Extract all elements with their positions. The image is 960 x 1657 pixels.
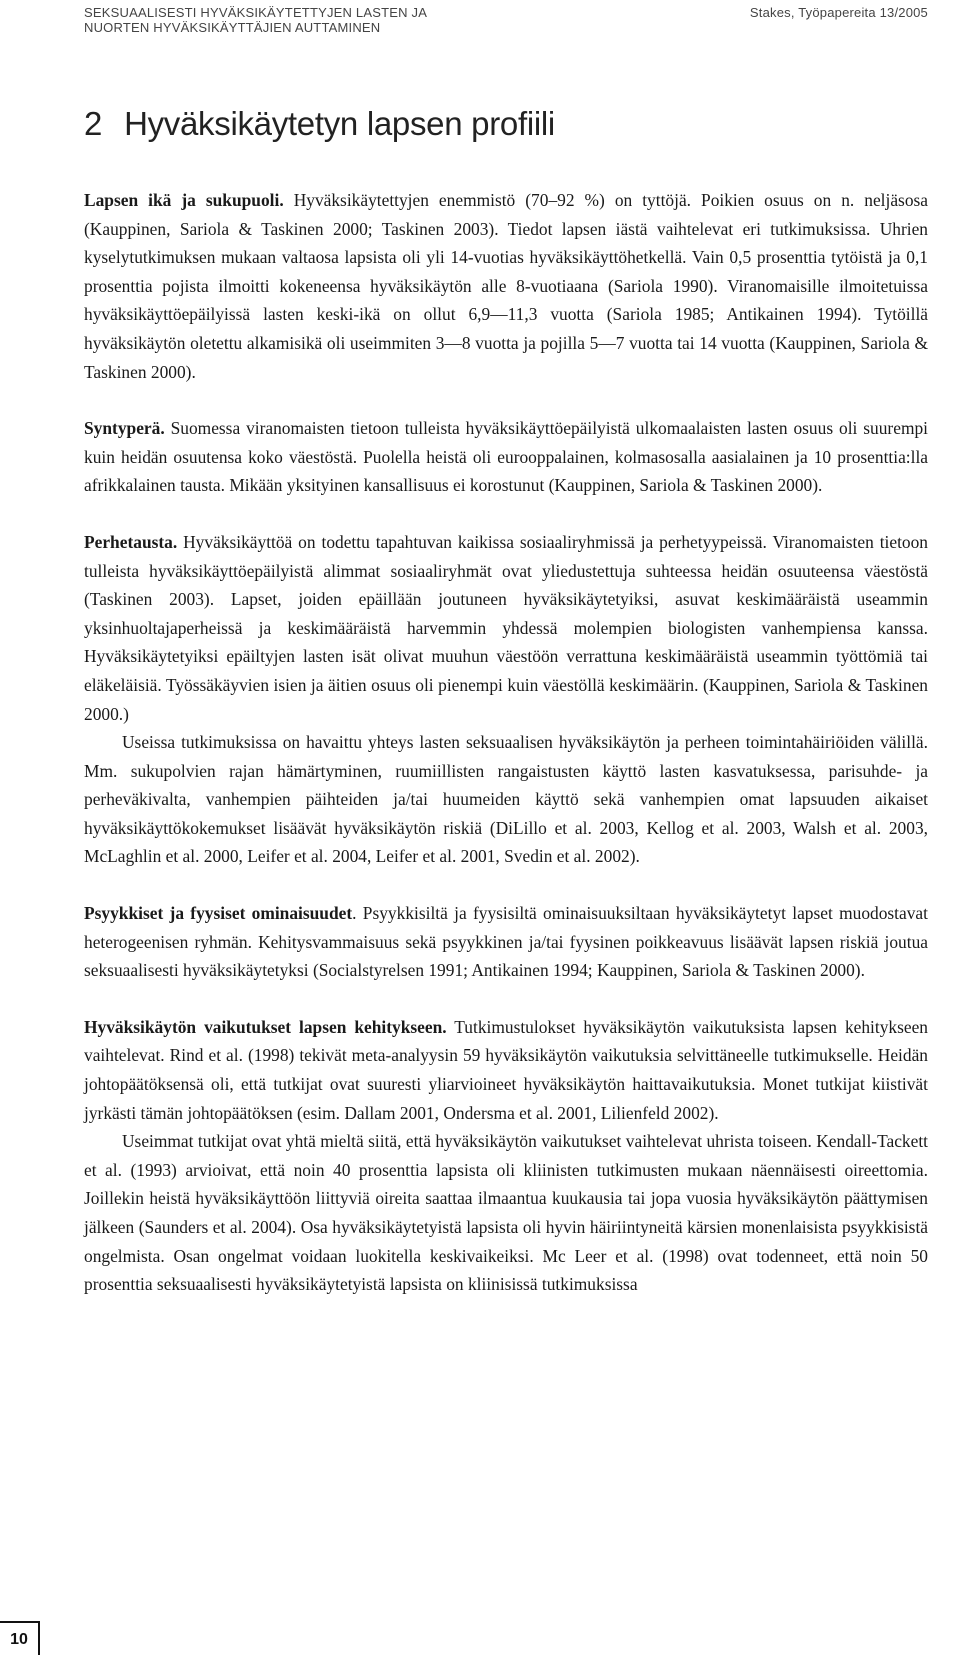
running-header-left-line-2: NUORTEN HYVÄKSIKÄYTTÄJIEN AUTTAMINEN <box>84 20 381 35</box>
paragraph-origin <box>84 414 928 500</box>
running-header-left-line-1: SEKSUAALISESTI HYVÄKSIKÄYTETTYJEN LASTEN JA <box>84 5 428 20</box>
paragraph-family-background <box>84 528 928 728</box>
paragraph-gap <box>84 500 928 528</box>
body-text <box>84 186 928 1299</box>
paragraph-lead: Lapsen ikä ja sukupuoli. <box>84 190 284 210</box>
paragraph-age-gender <box>84 186 928 386</box>
paragraph-gap <box>84 985 928 1013</box>
chapter-title <box>84 104 555 144</box>
paragraph-lead: Hyväksikäytön vaikutukset lapsen kehitykseen. <box>84 1016 447 1037</box>
paragraph-text: Hyväksikäyttöä on todettu tapahtuvan kaikissa sosiaaliryhmissä ja perhetyypeissä. Viranomaisten tietoon tulleista hyväksikäyttöepäilyistä alimmat sosiaaliryhmät ovat yliedustettuja suhteessa heidän osuuteensa väestöstä (Taskinen 2003). Lapset, joiden epäillään joutuneen hyväksikäytetyiksi, asuvat keskimääräistä useammin yksinhuoltajaperheissä ja keskimääräistä harvemmin yhdessä molempien biologisten vanhempiensa kanssa. Hyväksikäytetyiksi epäiltyjen lasten isät olivat muuhun väestöön verrattuna keskimääräistä useammin työttömiä tai eläkeläisiä. Työssäkäyvien isien ja äitien osuus oli pienempi kuin väestöllä keskimäärin. (Kauppinen, Sariola & Taskinen 2000.) <box>84 531 928 724</box>
paragraph-effects-development <box>84 1013 928 1127</box>
running-header-right: Stakes, Työpapereita 13/2005 <box>749 5 928 20</box>
running-header-left <box>84 5 427 35</box>
paragraph-family-dysfunction: Useissa tutkimuksissa on havaittu yhteys lasten seksuaalisen hyväksikäytön ja perheen toimintahäiriöiden välillä. Mm. sukupolvien rajan hämärtyminen, ruumiillisten rangaistusten käyttö lasten kasvatuksessa, parisuhde- ja perheväkivalta, vanhempien päihteiden ja/tai huumeiden käyttö sekä vanhempien omat lapsuuden aikaiset hyväksikäyttökokemukset lisäävät hyväksikäytön riskiä (DiLillo et al. 2003, Kellog et al. 2003, Walsh et al. 2003, McLaghlin et al. 2000, Leifer et al. 2004, Leifer et al. 2001, Svedin et al. 2002). <box>84 732 928 867</box>
paragraph-effects-vary: Useimmat tutkijat ovat yhtä mieltä siitä, että hyväksikäytön vaikutukset vaihtelevat uhrista toiseen. Kendall-Tackett et al. (1993) arvioivat, että noin 40 prosenttia lapsista oli kliinisten tutkimusten mukaan näennäisesti oireettomia. Joillekin heistä hyväksikäyttöön liittyviä oireita saattaa ilmaantua kuukausia tai jopa vuosia hyväksikäytön päättymisen jälkeen (Saunders et al. 2004). Osa hyväksikäytetyistä lapsista oli hyvin häiriintyneitä kärsien monenlaisista psyykkisistä ongelmista. Osan ongelmat voidaan luokitella keskivaikeiksi. Mc Leer et al. (1998) ovat todenneet, että noin 50 prosenttia seksuaalisesti hyväksikäytetyistä lapsista on kliinisissä tutkimuksissa <box>84 1131 928 1295</box>
paragraph-psychological-physical <box>84 899 928 985</box>
paragraph-lead: Syntyperä. <box>84 418 165 439</box>
page-number: 10 <box>0 1621 40 1655</box>
paragraph-text: Hyväksikäytettyjen enemmistö (70–92 %) on tyttöjä. Poikien osuus on n. neljäsosa (Kauppinen, Sariola & Taskinen 2000; Taskinen 2003). Tiedot lapsen iästä vaihtelevat eri tutkimuksissa. Uhrien kyselytutkimuksen mukaan valtaosa lapsista oli yli 14-vuotias hyväksikäyttöhetkellä. Vain 0,5 prosenttia tytöistä ja 0,1 prosenttia pojista ilmoitti kokeneensa hyväksikäytön alle 8-vuotiaana (Sariola 1990). Viranomaisille ilmoitetuissa hyväksikäyttöepäilyissä lasten keski-ikä on ollut 6,9—11,3 vuotta (Sariola 1985; Antikainen 1994). Tytöillä hyväksikäytön oletettu alkamisikä oli useimmiten 3—8 vuotta ja pojilla 5—7 vuotta tai 14 vuotta (Kauppinen, Sariola & Taskinen 2000). <box>84 190 929 382</box>
chapter-title-text: Hyväksikäytetyn lapsen profiili <box>124 105 555 142</box>
paragraph-text: . Psyykkisiltä ja fyysisiltä ominaisuuksiltaan hyväksikäytetyt lapset muodostavat heterogeenisen ryhmän. Kehitysvammaisuus sekä psyykkinen ja/tai fyysinen poikkeavuus lisäävät lapsen riskiä joutua seksuaalisesti hyväksikäytetyksi (Socialstyrelsen 1991; Antikainen 1994; Kauppinen, Sariola & Taskinen 2000). <box>84 903 928 981</box>
paragraph-gap <box>84 386 928 414</box>
chapter-number: 2 <box>84 105 103 142</box>
paragraph-text: Suomessa viranomaisten tietoon tulleista hyväksikäyttöepäilyistä ulkomaalaisten lasten osuus oli suurempi kuin heidän osuutensa koko väestöstä. Puolella heistä oli eurooppalainen, kolmasosalla aasialainen ja 10 prosenttia:lla afrikkalainen tausta. Mikään yksityinen kansallisuus ei korostunut (Kauppinen, Sariola & Taskinen 2000). <box>84 418 928 496</box>
paragraph-lead: Perhetausta. <box>84 531 178 552</box>
paragraph-gap <box>84 871 928 899</box>
paragraph-lead: Psyykkiset ja fyysiset ominaisuudet <box>84 903 353 924</box>
paragraph-text: Tutkimustulokset hyväksikäytön vaikutuksista lapsen kehitykseen vaihtelevat. Rind et al. (1998) tekivät meta-analyysin 59 hyväksikäytön vaikutuksia selvittäneelle tutkimukselle. Heidän johtopäätöksensä oli, että tutkijat ovat suuresti yliarvioineet hyväksikäytön haittavaikutuksia. Monet tutkijat kiistivät jyrkästi tämän johtopäätöksen (esim. Dallam 2001, Ondersma et al. 2001, Lilienfeld 2002). <box>84 1016 929 1123</box>
